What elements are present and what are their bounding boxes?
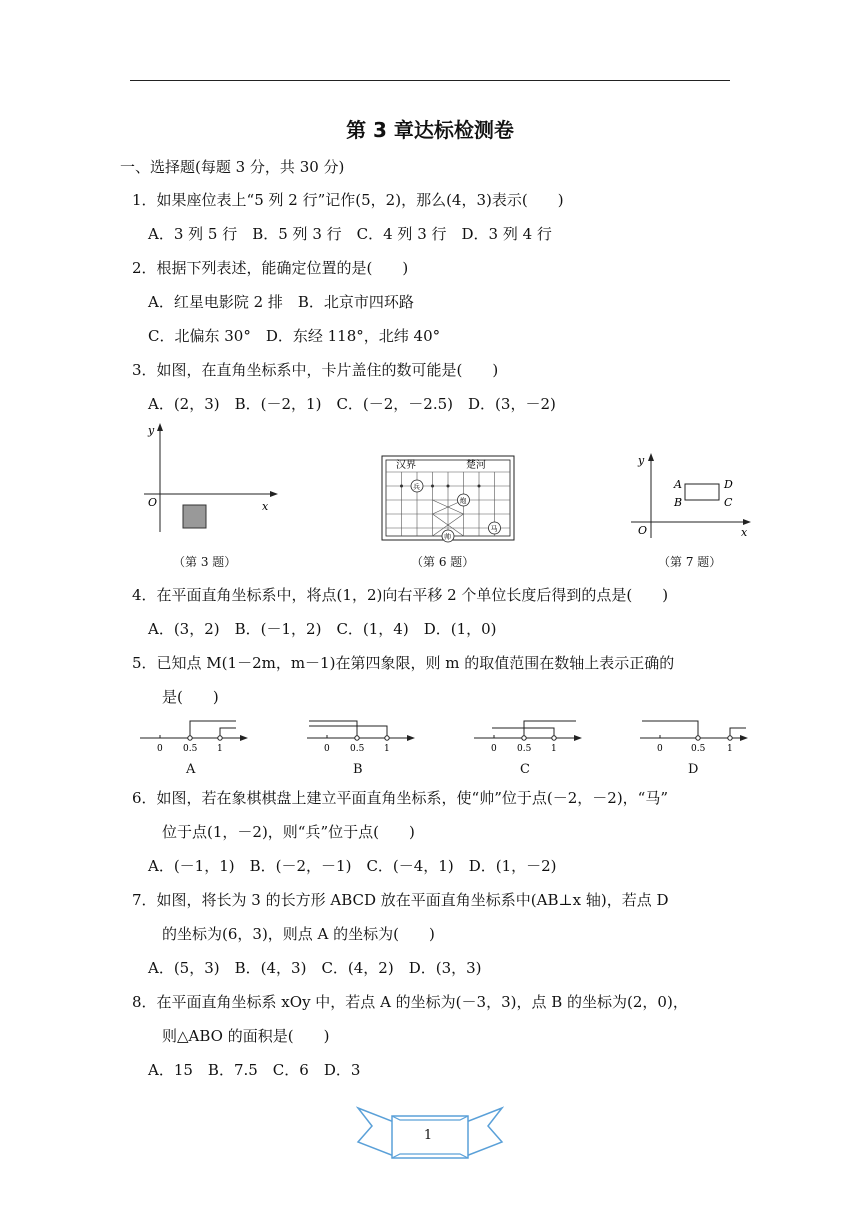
q1-stem: 1．如果座位表上“5 列 2 行”记作(5，2)，那么(4，3)表示( ) [132,191,564,209]
river-left-label: 汉界 [396,460,416,471]
svg-text:0: 0 [657,744,663,754]
piece-pao [458,494,470,506]
figure-q3 [140,420,285,535]
svg-text:0.5: 0.5 [350,744,365,754]
svg-text:1: 1 [727,744,733,754]
q2-options-row1: A．红星电影院 2 排 B．北京市四环路 [148,293,414,311]
header-rule [130,80,730,81]
piece-shuai [442,530,454,542]
caption-q3: （第 3 题） [173,555,237,569]
q2-options-row2: C．北偏东 30° D．东经 118°，北纬 40° [148,327,441,345]
y-axis-label: y [638,454,645,467]
number-line-b [305,716,417,756]
card-square [183,505,206,528]
number-line-a [138,716,250,756]
q7-stem-line2: 的坐标为(6，3)，则点 A 的坐标为( ) [162,925,435,943]
svg-text:1: 1 [551,744,557,754]
q7-options: A．(5，3) B．(4，3) C．(4，2) D．(3，3) [148,959,482,977]
q8-stem-line2: 则△ABO 的面积是( ) [162,1027,330,1045]
q4-options: A．(3，2) B．(－1，2) C．(1，4) D．(1，0) [148,620,497,638]
svg-text:0: 0 [491,744,497,754]
number-line-c-label: C [520,762,530,777]
section-heading: 一、选择题(每题 3 分，共 30 分) [120,158,345,176]
q4-stem: 4．在平面直角坐标系中，将点(1，2)向右平移 2 个单位长度后得到的点是( ) [132,586,669,604]
svg-text:马: 马 [490,525,498,533]
q5-stem-line2: 是( ) [162,688,219,706]
y-axis-label: y [148,424,155,437]
number-line-b-label: B [353,762,363,777]
q6-options: A．(－1，1) B．(－2，－1) C．(－4，1) D．(1，－2) [148,857,557,875]
svg-text:0.5: 0.5 [691,744,706,754]
number-line-a-label: A [186,762,196,777]
caption-q6: （第 6 题） [411,555,475,569]
x-axis-label: x [262,500,269,513]
svg-text:帅: 帅 [444,533,451,541]
svg-text:0: 0 [324,744,330,754]
number-line-d-label: D [688,762,699,777]
caption-q7: （第 7 题） [658,555,722,569]
svg-text:1: 1 [384,744,390,754]
q8-stem-line1: 8．在平面直角坐标系 xOy 中，若点 A 的坐标为(－3，3)，点 B 的坐标为(2，0)， [132,993,688,1011]
origin-label: O [638,524,648,537]
svg-text:炮: 炮 [459,497,467,505]
svg-text:0.5: 0.5 [517,744,532,754]
number-line-d [638,716,750,756]
q7-stem-line1: 7．如图，将长为 3 的长方形 ABCD 放在平面直角坐标系中(AB⊥x 轴)，若点 D [132,891,669,909]
q1-options: A．3 列 5 行 B．5 列 3 行 C．4 列 3 行 D．3 列 4 行 [148,225,552,243]
figure-q6-chessboard [378,452,520,544]
rectangle-abcd [685,484,719,500]
svg-text:0.5: 0.5 [183,744,198,754]
q8-options: A．15 B．7.5 C．6 D．3 [148,1061,361,1079]
q6-stem-line1: 6．如图，若在象棋棋盘上建立平面直角坐标系，使“帅”位于点(－2，－2)，“马” [132,789,669,807]
q2-stem: 2．根据下列表述，能确定位置的是( ) [132,259,409,277]
q3-stem: 3．如图，在直角坐标系中，卡片盖住的数可能是( ) [132,361,499,379]
point-b-label: B [674,496,683,509]
origin-label: O [148,496,158,509]
q3-options: A．(2，3) B．(－2，1) C．(－2，－2.5) D．(3，－2) [148,395,556,413]
point-a-label: A [674,478,682,491]
number-line-c [472,716,584,756]
svg-text:0: 0 [157,744,163,754]
q5-stem-line1: 5．已知点 M(1－2m，m－1)在第四象限，则 m 的取值范围在数轴上表示正确的 [132,654,675,672]
river-right-label: 楚河 [466,460,486,471]
point-d-label: D [724,478,733,491]
point-c-label: C [724,496,733,509]
x-axis-label: x [741,526,748,539]
page-title: 第 3 章达标检测卷 [346,118,514,142]
page-number: 1 [423,1128,433,1143]
svg-text:1: 1 [217,744,223,754]
piece-ma [489,522,501,534]
piece-bing [411,480,423,492]
figure-q7 [625,450,755,540]
q6-stem-line2: 位于点(1，－2)，则“兵”位于点( ) [162,823,415,841]
svg-text:兵: 兵 [413,483,420,491]
